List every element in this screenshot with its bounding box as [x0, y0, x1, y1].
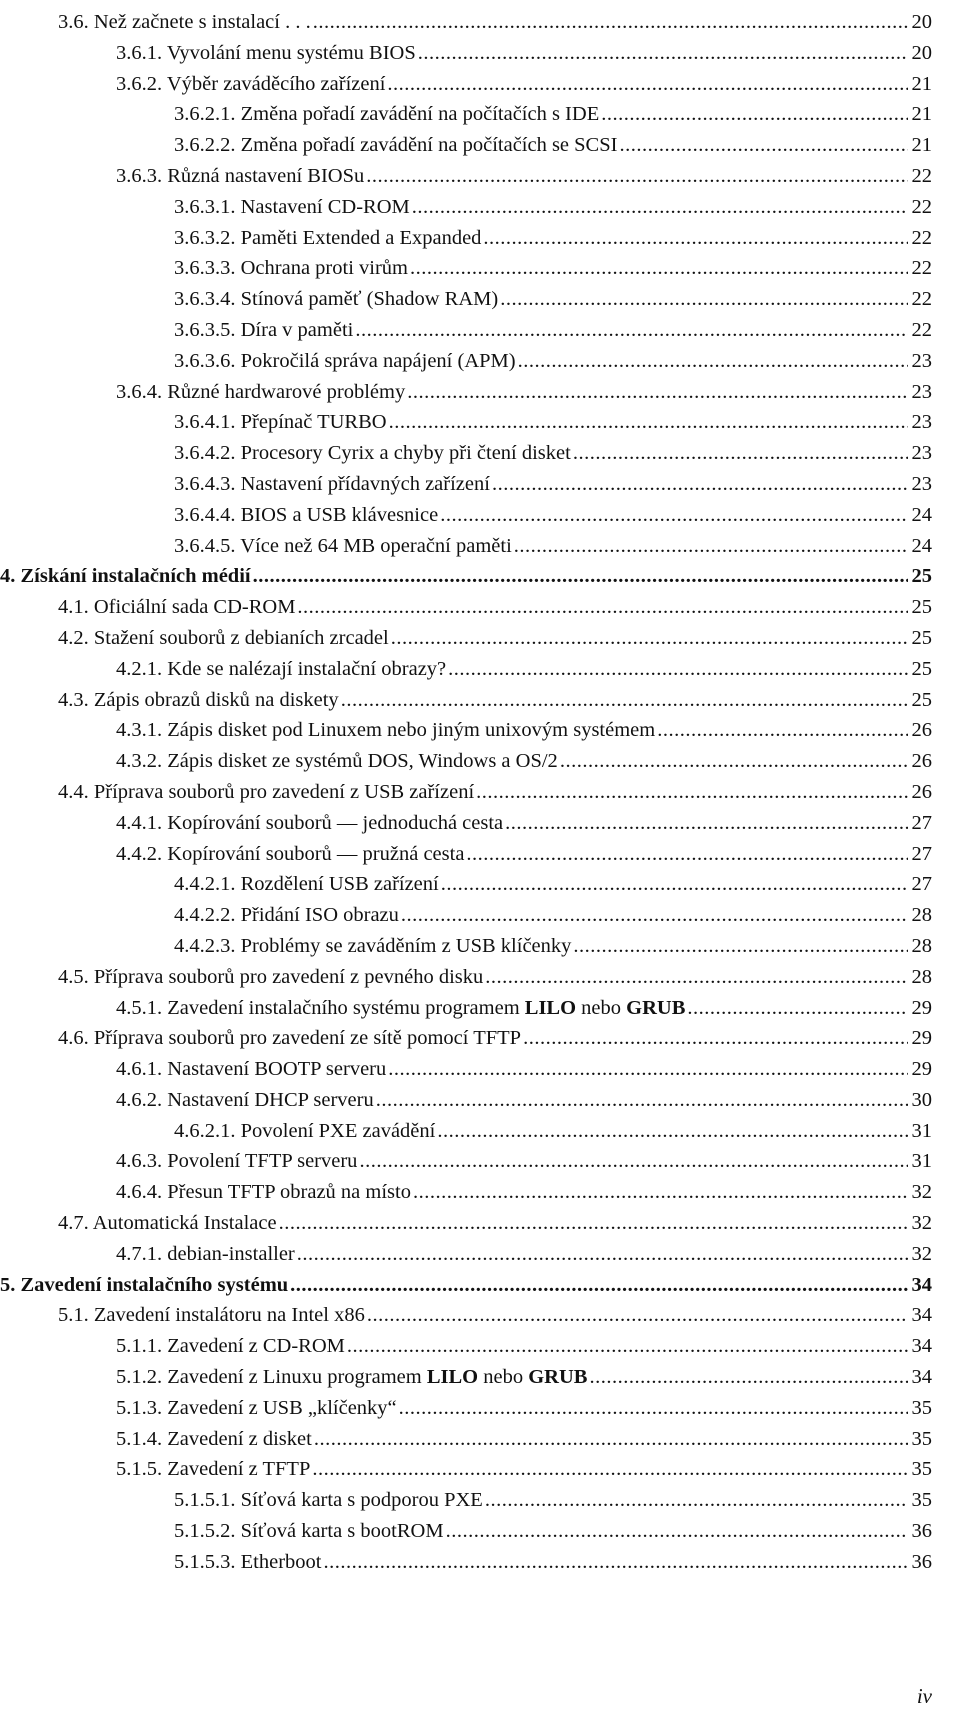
toc-entry[interactable] [0, 1239, 932, 1270]
toc-entry-page: 32 [911, 1181, 932, 1204]
toc-dot-leader [279, 1208, 908, 1239]
toc-entry[interactable] [0, 746, 932, 777]
toc-entry-title: 5.1.5.3. Etherboot [174, 1550, 322, 1573]
toc-entry-title: 3.6.3.6. Pokročilá správa napájení (APM) [174, 349, 516, 372]
toc-dot-leader [601, 99, 908, 130]
toc-dot-leader [347, 1331, 908, 1362]
toc-entry[interactable] [0, 869, 932, 900]
toc-entry-title: 4.6.1. Nastavení BOOTP serveru [116, 1058, 387, 1081]
toc-entry-title: 3.6.3.1. Nastavení CD-ROM [174, 195, 410, 218]
toc-dot-leader [290, 1270, 908, 1301]
toc-entry[interactable] [0, 500, 932, 531]
toc-entry-title: 3.6.3.2. Paměti Extended a Expanded [174, 226, 482, 249]
toc-entry[interactable] [0, 253, 932, 284]
toc-entry-page: 22 [911, 257, 932, 280]
toc-entry[interactable] [0, 1116, 932, 1147]
toc-entry[interactable] [0, 407, 932, 438]
toc-entry-page: 21 [911, 134, 932, 157]
toc-entry-page: 23 [911, 472, 932, 495]
toc-entry-title: 4.6.2.1. Povolení PXE zavádění [174, 1119, 436, 1142]
toc-dot-leader [323, 1547, 908, 1578]
toc-entry-page: 25 [911, 657, 932, 680]
toc-entry-title [116, 993, 685, 1024]
toc-dot-leader [500, 284, 908, 315]
toc-dot-leader [687, 993, 908, 1024]
toc-entry[interactable] [0, 1023, 932, 1054]
toc-entry[interactable] [0, 130, 932, 161]
toc-entry-title-part: 5.1.2. Zavedení z Linuxu programem [116, 1366, 427, 1389]
toc-entry[interactable] [0, 161, 932, 192]
toc-entry-title: 3.6.3. Různá nastavení BIOSu [116, 164, 365, 187]
toc-entry-title-bold: LILO [426, 1366, 479, 1389]
toc-entry[interactable] [0, 777, 932, 808]
toc-dot-leader [573, 931, 908, 962]
toc-dot-leader [448, 654, 908, 685]
toc-dot-leader [388, 1054, 908, 1085]
toc-dot-leader [523, 1023, 908, 1054]
toc-entry-title: 4. Získání instalačních médií [0, 565, 251, 588]
toc-entry[interactable] [0, 69, 932, 100]
toc-dot-leader [366, 161, 908, 192]
toc-entry-title: 4.2.1. Kde se nalézají instalační obrazy? [116, 657, 447, 680]
toc-entry-title: 4.6.3. Povolení TFTP serveru [116, 1150, 358, 1173]
toc-entry-page: 25 [911, 596, 932, 619]
page-number: iv [916, 1684, 932, 1708]
toc-dot-leader [253, 561, 908, 592]
toc-dot-leader [312, 1454, 908, 1485]
toc-entry[interactable] [0, 531, 932, 562]
toc-dot-leader [297, 592, 908, 623]
toc-entry-title: 5.1.5.2. Síťová karta s bootROM [174, 1520, 444, 1543]
toc-entry-page: 23 [911, 380, 932, 403]
toc-dot-leader [387, 69, 908, 100]
toc-entry-page: 35 [911, 1427, 932, 1450]
toc-entry-title: 4.4.2.1. Rozdělení USB zařízení [174, 873, 439, 896]
toc-entry[interactable] [0, 469, 932, 500]
toc-entry[interactable] [0, 715, 932, 746]
toc-entry-title-bold: LILO [524, 996, 577, 1019]
toc-entry-title: 3.6.3.3. Ochrana proti virům [174, 257, 408, 280]
toc-entry[interactable] [0, 223, 932, 254]
toc-entry[interactable] [0, 1362, 932, 1393]
toc-dot-leader [413, 1177, 908, 1208]
toc-entry-page: 26 [911, 780, 932, 803]
toc-entry-title: 5.1.4. Zavedení z disket [116, 1427, 312, 1450]
toc-entry-page: 20 [911, 11, 932, 33]
toc-entry[interactable] [0, 1085, 932, 1116]
toc-entry-title: 4.1. Oficiální sada CD-ROM [58, 596, 296, 619]
toc-entry[interactable] [0, 1270, 932, 1301]
table-of-contents [0, 7, 932, 1578]
toc-entry-title: 3.6.4.1. Přepínač TURBO [174, 411, 387, 434]
toc-dot-leader [485, 962, 908, 993]
toc-dot-leader [407, 377, 908, 408]
toc-entry-page: 26 [911, 719, 932, 742]
toc-entry[interactable] [0, 99, 932, 130]
toc-entry-page: 22 [911, 288, 932, 311]
toc-entry-title: 4.6. Příprava souborů pro zavedení ze sítě pomocí TFTP [58, 1027, 522, 1050]
toc-dot-leader [441, 869, 908, 900]
toc-entry-title: 5.1.5. Zavedení z TFTP [116, 1458, 311, 1481]
toc-entry-title: 4.2. Stažení souborů z debianích zrcadel [58, 626, 389, 649]
toc-dot-leader [573, 438, 908, 469]
toc-dot-leader [410, 253, 908, 284]
toc-entry-title: 4.4.2.3. Problémy se zaváděním z USB klíčenky [174, 934, 572, 957]
toc-entry-title: 3.6.2. Výběr zaváděcího zařízení [116, 72, 386, 95]
toc-entry[interactable] [0, 1177, 932, 1208]
toc-entry-page: 20 [911, 41, 932, 64]
toc-dot-leader [313, 7, 908, 38]
toc-dot-leader [505, 808, 908, 839]
toc-entry-title: 3.6.1. Vyvolání menu systému BIOS [116, 41, 416, 64]
toc-entry[interactable] [0, 438, 932, 469]
toc-entry-page: 23 [911, 349, 932, 372]
toc-entry[interactable] [0, 377, 932, 408]
toc-entry[interactable] [0, 561, 932, 592]
toc-dot-leader [466, 839, 908, 870]
toc-entry[interactable] [0, 839, 932, 870]
toc-entry-page: 29 [911, 996, 932, 1019]
toc-dot-leader [376, 1085, 908, 1116]
toc-dot-leader [492, 469, 908, 500]
toc-dot-leader [314, 1424, 908, 1455]
toc-entry-page: 24 [911, 534, 932, 557]
toc-entry-title: 4.7. Automatická Instalace [58, 1212, 277, 1235]
toc-entry[interactable] [0, 1424, 932, 1455]
toc-dot-leader [518, 346, 908, 377]
toc-entry[interactable] [0, 685, 932, 716]
toc-entry-page: 24 [911, 503, 932, 526]
toc-entry[interactable] [0, 808, 932, 839]
toc-entry[interactable] [0, 993, 932, 1024]
toc-entry-page: 25 [911, 565, 932, 588]
toc-entry[interactable] [0, 7, 932, 38]
toc-entry[interactable] [0, 192, 932, 223]
toc-entry-title: 4.4.2.2. Přidání ISO obrazu [174, 904, 399, 927]
toc-dot-leader [476, 777, 908, 808]
toc-entry-page: 21 [911, 72, 932, 95]
toc-dot-leader [359, 1146, 908, 1177]
toc-entry[interactable] [0, 284, 932, 315]
toc-entry[interactable] [0, 1393, 932, 1424]
toc-dot-leader [297, 1239, 908, 1270]
toc-entry[interactable] [0, 623, 932, 654]
toc-entry-page: 32 [911, 1242, 932, 1265]
toc-entry[interactable] [0, 315, 932, 346]
toc-entry-page: 22 [911, 226, 932, 249]
toc-entry[interactable] [0, 346, 932, 377]
toc-entry-page: 30 [911, 1088, 932, 1111]
toc-entry-title: 4.4. Příprava souborů pro zavedení z USB zařízení [58, 780, 475, 803]
toc-entry[interactable] [0, 1516, 932, 1547]
toc-entry-title-part: nebo [478, 1366, 529, 1389]
toc-dot-leader [367, 1300, 908, 1331]
toc-dot-leader [389, 407, 908, 438]
toc-entry[interactable] [0, 1146, 932, 1177]
toc-dot-leader [399, 1393, 908, 1424]
toc-entry-page: 22 [911, 195, 932, 218]
toc-entry-page: 34 [911, 1366, 932, 1389]
toc-entry-page: 27 [911, 842, 932, 865]
toc-dot-leader [437, 1116, 908, 1147]
toc-entry-page: 32 [911, 1212, 932, 1235]
toc-entry[interactable] [0, 962, 932, 993]
toc-entry-page: 29 [911, 1027, 932, 1050]
toc-entry-title: 4.3.2. Zápis disket ze systémů DOS, Windows a OS/2 [116, 750, 558, 773]
toc-dot-leader [341, 685, 908, 716]
toc-entry-page: 27 [911, 811, 932, 834]
toc-entry-page: 31 [911, 1119, 932, 1142]
toc-entry-page: 35 [911, 1396, 932, 1419]
toc-entry-title: 4.6.2. Nastavení DHCP serveru [116, 1088, 374, 1111]
toc-entry-title: 4.5. Příprava souborů pro zavedení z pevného disku [58, 965, 484, 988]
toc-dot-leader [355, 315, 908, 346]
toc-entry-title: 5.1.3. Zavedení z USB „klíčenky“ [116, 1396, 397, 1419]
toc-entry[interactable] [0, 38, 932, 69]
toc-entry-page: 36 [911, 1520, 932, 1543]
toc-entry[interactable] [0, 1485, 932, 1516]
toc-entry[interactable] [0, 931, 932, 962]
toc-entry-title: 3.6.4.2. Procesory Cyrix a chyby při čtení disket [174, 442, 571, 465]
toc-entry[interactable] [0, 654, 932, 685]
toc-entry-title: 3.6.2.1. Změna pořadí zavádění na počítačích s IDE [174, 103, 600, 126]
toc-entry-page: 34 [911, 1304, 932, 1327]
toc-dot-leader [589, 1362, 908, 1393]
toc-entry-title-bold: GRUB [528, 1366, 588, 1389]
toc-dot-leader [440, 500, 908, 531]
toc-entry[interactable] [0, 900, 932, 931]
toc-entry-title: 5.1.5.1. Síťová karta s podporou PXE [174, 1489, 483, 1512]
toc-entry-title: 3.6.4.3. Nastavení přídavných zařízení [174, 472, 490, 495]
toc-entry-page: 28 [911, 965, 932, 988]
toc-entry-page: 27 [911, 873, 932, 896]
toc-dot-leader [418, 38, 908, 69]
toc-entry-title: 4.3.1. Zápis disket pod Linuxem nebo jiným unixovým systémem [116, 719, 656, 742]
toc-entry-title: 5.1. Zavedení instalátoru na Intel x86 [58, 1304, 365, 1327]
toc-entry-title: 5.1.1. Zavedení z CD-ROM [116, 1335, 345, 1358]
toc-entry-page: 23 [911, 442, 932, 465]
toc-dot-leader [514, 531, 908, 562]
toc-entry-page: 28 [911, 904, 932, 927]
toc-entry-page: 26 [911, 750, 932, 773]
toc-dot-leader [446, 1516, 908, 1547]
toc-entry[interactable] [0, 1331, 932, 1362]
toc-entry-page: 36 [911, 1550, 932, 1573]
toc-entry-page: 31 [911, 1150, 932, 1173]
toc-entry-page: 22 [911, 318, 932, 341]
toc-entry[interactable] [0, 1208, 932, 1239]
toc-entry-title: 3.6.3.4. Stínová paměť (Shadow RAM) [174, 288, 499, 311]
toc-entry-title: 3.6.4.4. BIOS a USB klávesnice [174, 503, 439, 526]
toc-entry-title-part: 4.5.1. Zavedení instalačního systému programem [116, 996, 525, 1019]
toc-dot-leader [401, 900, 908, 931]
toc-entry-title: 4.4.1. Kopírování souborů — jednoduchá cesta [116, 811, 504, 834]
toc-entry[interactable] [0, 1300, 932, 1331]
toc-entry-title: 4.7.1. debian-installer [116, 1242, 295, 1265]
toc-entry-title: 3.6.3.5. Díra v paměti [174, 318, 354, 341]
toc-entry-title: 4.6.4. Přesun TFTP obrazů na místo [116, 1181, 411, 1204]
toc-entry[interactable] [0, 592, 932, 623]
toc-entry-page: 23 [911, 411, 932, 434]
toc-dot-leader [619, 130, 908, 161]
toc-entry-page: 35 [911, 1489, 932, 1512]
toc-entry-title: 3.6.4. Různé hardwarové problémy [116, 380, 406, 403]
toc-entry-title: 3.6.2.2. Změna pořadí zavádění na počítačích se SCSI [174, 134, 618, 157]
toc-entry-page: 34 [911, 1335, 932, 1358]
toc-entry-page: 35 [911, 1458, 932, 1481]
toc-entry-title: 5. Zavedení instalačního systému [0, 1273, 289, 1296]
toc-entry-title-bold: GRUB [626, 996, 686, 1019]
toc-dot-leader [657, 715, 908, 746]
toc-entry-page: 29 [911, 1058, 932, 1081]
toc-entry-page: 28 [911, 934, 932, 957]
toc-entry-title: 3.6. Než začnete s instalací . . . [58, 11, 311, 33]
toc-entry-title: 4.3. Zápis obrazů disků na diskety [58, 688, 339, 711]
toc-dot-leader [560, 746, 908, 777]
toc-entry-page: 22 [911, 164, 932, 187]
toc-entry-page: 25 [911, 688, 932, 711]
toc-dot-leader [483, 223, 908, 254]
toc-dot-leader [485, 1485, 908, 1516]
toc-dot-leader [412, 192, 908, 223]
toc-entry-title: 4.4.2. Kopírování souborů — pružná cesta [116, 842, 465, 865]
toc-entry[interactable] [0, 1547, 932, 1578]
toc-dot-leader [391, 623, 908, 654]
toc-entry-page: 34 [911, 1273, 932, 1296]
toc-entry[interactable] [0, 1454, 932, 1485]
toc-entry-title-part: nebo [576, 996, 627, 1019]
toc-entry-page: 25 [911, 626, 932, 649]
toc-entry-title: 3.6.4.5. Více než 64 MB operační paměti [174, 534, 512, 557]
toc-entry-title [116, 1362, 587, 1393]
toc-entry[interactable] [0, 1054, 932, 1085]
toc-entry-page: 21 [911, 103, 932, 126]
